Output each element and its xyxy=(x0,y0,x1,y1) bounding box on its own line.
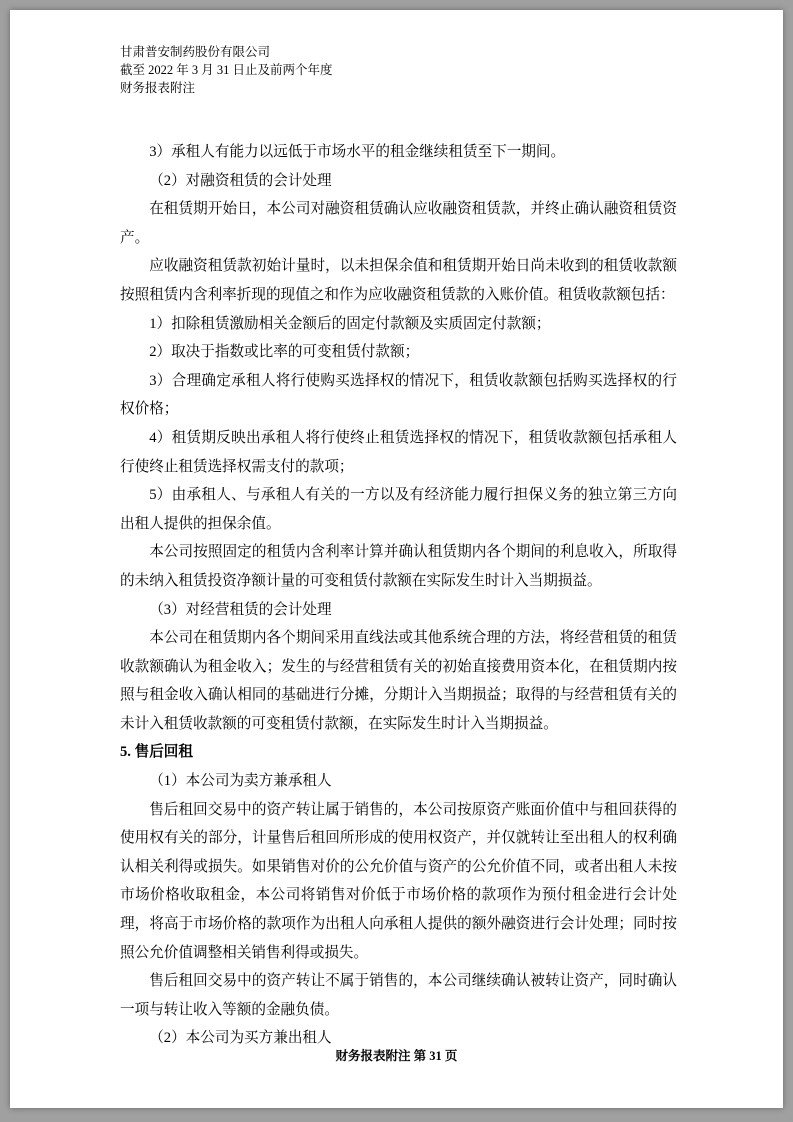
body-paragraph: （2）本公司为买方兼出租人 xyxy=(149,1030,332,1047)
body-paragraph: （1）本公司为卖方兼承租人 xyxy=(149,773,332,790)
document-body xyxy=(120,138,677,1053)
body-paragraph: （3）对经营租赁的会计处理 xyxy=(149,601,332,618)
header-company-name: 甘肃普安制药股份有限公司 xyxy=(120,45,271,59)
body-paragraph: 2）取决于指数或比率的可变租赁付款额； xyxy=(149,344,420,361)
document-header xyxy=(120,43,333,97)
header-doc-title: 财务报表附注 xyxy=(120,81,196,95)
body-paragraph: 3）承租人有能力以远低于市场水平的租金继续租赁至下一期间。 xyxy=(149,144,566,160)
footer-page-label: 财务报表附注 第 31 页 xyxy=(335,1049,458,1063)
body-paragraph: 5）由承租人、与承租人有关的一方以及有经济能力履行担保义务的独立第三方向出租人提供的担保余值。 xyxy=(120,487,677,532)
document-footer xyxy=(10,1046,783,1064)
body-paragraph: 本公司在租赁期内各个期间采用直线法或其他系统合理的方法，将经营租赁的租赁收款额确认为租金收入；发生的与经营租赁有关的初始直接费用资本化，在租赁期内按照与租金收入确认相同的基础进行分摊，分期计入当期损益；取得的与经营租赁有关的未计入租赁收款额的可变租赁付款额，在实际发生时计入当期损益。 xyxy=(120,630,677,732)
body-paragraph: 售后租回交易中的资产转让属于销售的，本公司按原资产账面价值中与租回获得的使用权有关的部分，计量售后租回所形成的使用权资产，并仅就转让至出租人的权利确认相关利得或损失。如果销售对价的公允价值与资产的公允价值不同，或者出租人未按市场价格收取租金，本公司将销售对价低于市场价格的款项作为预付租金进行会计处理，将高于市场价格的款项作为出租人向承租人提供的额外融资进行会计处理；同时按照公允价值调整相关销售利得或损失。 xyxy=(120,801,677,961)
body-paragraph: （2）对融资租赁的会计处理 xyxy=(149,172,332,189)
section-heading: 5. 售后回租 xyxy=(120,744,193,761)
header-period: 截至 2022 年 3 月 31 日止及前两个年度 xyxy=(120,63,333,77)
body-paragraph: 本公司按照固定的租赁内含利率计算并确认租赁期内各个期间的利息收入，所取得的未纳入租赁投资净额计量的可变租赁付款额在实际发生时计入当期损益。 xyxy=(120,544,677,589)
body-paragraph: 售后租回交易中的资产转让不属于销售的，本公司继续确认被转让资产，同时确认一项与转让收入等额的金融负债。 xyxy=(120,973,677,1018)
body-paragraph: 1）扣除租赁激励相关金额后的固定付款额及实质固定付款额； xyxy=(149,315,551,332)
body-paragraph: 3）合理确定承租人将行使购买选择权的情况下，租赁收款额包括购买选择权的行权价格； xyxy=(120,372,677,418)
body-paragraph: 应收融资租赁款初始计量时，以未担保余值和租赁期开始日尚未收到的租赁收款额按照租赁内含利率折现的现值之和作为应收融资租赁款的入账价值。租赁收款额包括： xyxy=(120,258,677,303)
body-paragraph: 4）租赁期反映出承租人将行使终止租赁选择权的情况下，租赁收款额包括承租人行使终止租赁选择权需支付的款项； xyxy=(120,429,677,475)
body-paragraph: 在租赁期开始日，本公司对融资租赁确认应收融资租赁款，并终止确认融资租赁资产。 xyxy=(120,201,677,246)
document-page xyxy=(10,10,783,1108)
